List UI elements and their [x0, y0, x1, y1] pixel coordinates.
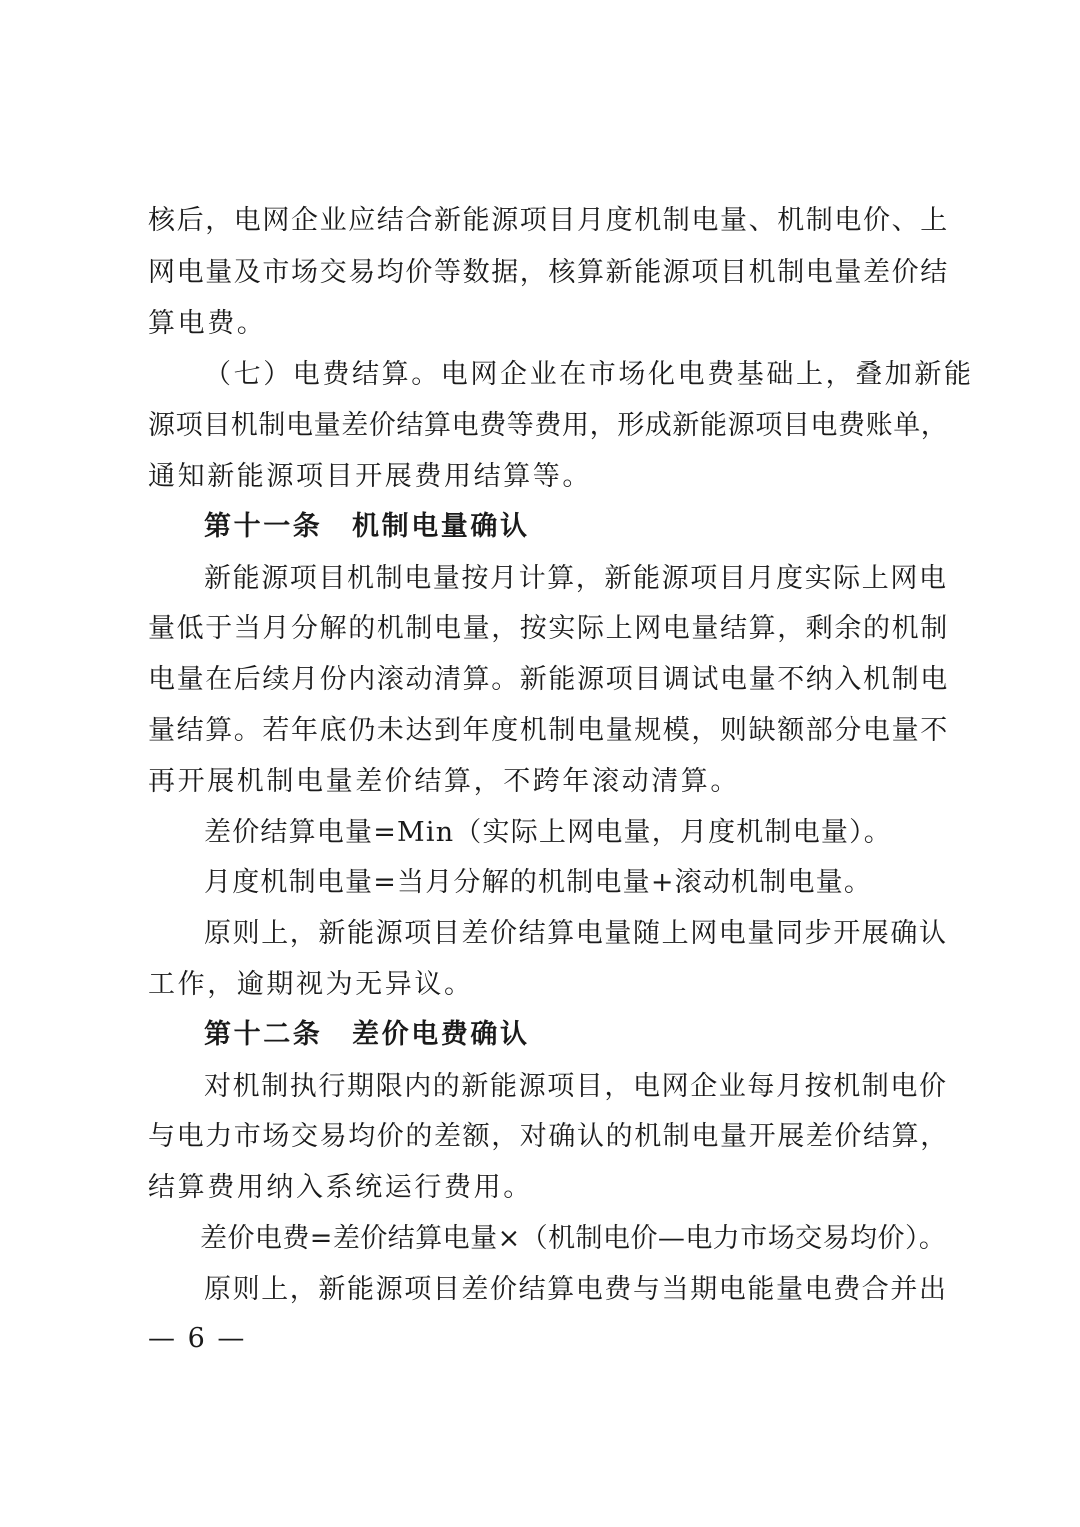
paragraph-line: 源项目机制电量差价结算电费等费用，形成新能源项目电费账单，	[148, 410, 949, 441]
paragraph-line: 算电费。	[148, 308, 267, 339]
paragraph-line: 原则上，新能源项目差价结算电量随上网电量同步开展确认	[204, 918, 948, 949]
paragraph-line: 结算费用纳入系统运行费用。	[148, 1172, 533, 1203]
paragraph-line: 新能源项目机制电量按月计算，新能源项目月度实际上网电	[204, 563, 948, 594]
paragraph-line: 通知新能源项目开展费用结算等。	[148, 461, 592, 492]
paragraph-line: 网电量及市场交易均价等数据，核算新能源项目机制电量差价结	[148, 257, 949, 288]
paragraph-line: 对机制执行期限内的新能源项目，电网企业每月按机制电价	[204, 1071, 948, 1102]
paragraph-line: 量结算。若年底仍未达到年度机制电量规模，则缺额部分电量不	[148, 715, 949, 746]
paragraph-line: 核后，电网企业应结合新能源项目月度机制电量、机制电价、上	[148, 205, 949, 236]
formula-line: 差价电费=差价结算电量×（机制电价—电力市场交易均价）。	[200, 1223, 947, 1254]
formula-line: 月度机制电量=当月分解的机制电量+滚动机制电量。	[204, 867, 873, 898]
article-11-heading: 第十一条 机制电量确认	[204, 511, 530, 542]
paragraph-line: 原则上，新能源项目差价结算电费与当期电能量电费合并出	[204, 1274, 948, 1305]
paragraph-line: （七）电费结算。电网企业在市场化电费基础上，叠加新能	[204, 359, 974, 390]
formula-line: 差价结算电量=Min（实际上网电量，月度机制电量）。	[204, 817, 892, 848]
paragraph-line: 再开展机制电量差价结算，不跨年滚动清算。	[148, 766, 740, 797]
paragraph-line: 工作，逾期视为无异议。	[148, 969, 474, 1000]
page-number: — 6 —	[148, 1323, 247, 1354]
paragraph-line: 与电力市场交易均价的差额，对确认的机制电量开展差价结算，	[148, 1121, 949, 1152]
paragraph-line: 电量在后续月份内滚动清算。新能源项目调试电量不纳入机制电	[148, 664, 949, 695]
article-12-heading: 第十二条 差价电费确认	[204, 1019, 530, 1050]
paragraph-line: 量低于当月分解的机制电量，按实际上网电量结算，剩余的机制	[148, 613, 949, 644]
